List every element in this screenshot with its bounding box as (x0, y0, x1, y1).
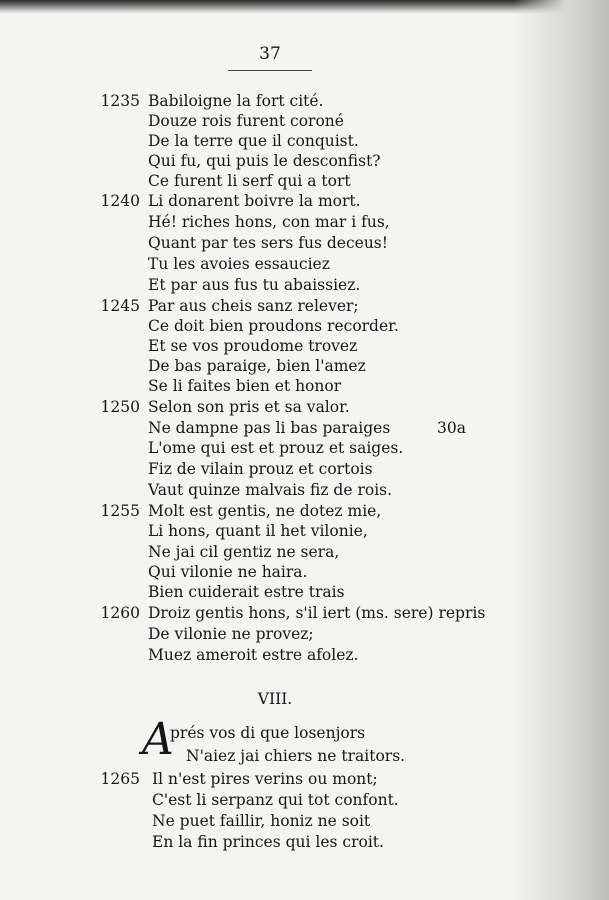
verse-line: Babiloigne la fort cité. (148, 92, 324, 110)
verse-line: Ce doit bien proudons recorder. (148, 317, 399, 335)
verse-line: N'aiez jai chiers ne traitors. (186, 747, 406, 765)
verse-line: Molt est gentis, ne dotez mie, (148, 502, 382, 520)
verse-line: Droiz gentis hons, s'il iert (ms. sere) repris (148, 604, 486, 622)
verse-line: Tu les avoies essauciez (148, 255, 330, 273)
verse-line: De la terre que il conquist. (148, 132, 359, 150)
verse-line: Et par aus fus tu abaissiez. (148, 276, 361, 294)
line-number: 1235 (100, 92, 140, 110)
verse-line: Li hons, quant il het vilonie, (148, 522, 368, 540)
section-heading: VIII. (257, 690, 293, 708)
line-number: 1260 (100, 604, 140, 622)
line-number: 1250 (100, 398, 140, 416)
verse-line: Et se vos proudome trovez (148, 337, 358, 355)
verse-line: De bas paraige, bien l'amez (148, 357, 366, 375)
verse-line: Muez ameroit estre afolez. (148, 646, 359, 664)
manuscript-folio-note: 30a (437, 419, 466, 437)
verse-line: En la fin princes qui les croit. (152, 833, 384, 851)
scan-shadow-right (513, 0, 609, 900)
verse-line: Vaut quinze malvais fiz de rois. (148, 481, 393, 499)
verse-line: L'ome qui est et prouz et saiges. (148, 439, 404, 457)
drop-cap-initial: A (142, 714, 174, 765)
page-number-rule (228, 70, 312, 71)
verse-line: C'est li serpanz qui tot confont. (152, 791, 399, 809)
verse-line: Li donarent boivre la mort. (148, 192, 361, 210)
line-number: 1265 (100, 770, 140, 788)
verse-line: Qui vilonie ne haira. (148, 563, 308, 581)
verse-line: Selon son pris et sa valor. (148, 398, 350, 416)
verse-line: Ne puet faillir, honiz ne soit (152, 812, 371, 830)
verse-line: De vilonie ne provez; (148, 625, 314, 643)
line-number: 1245 (100, 297, 140, 315)
verse-line: prés vos di que losenjors (170, 724, 366, 742)
verse-line: Hé! riches hons, con mar i fus, (148, 213, 390, 231)
verse-line: Douze rois furent coroné (148, 112, 344, 130)
verse-line: Ce furent li serf qui a tort (148, 172, 351, 190)
verse-line: Se li faites bien et honor (148, 377, 342, 395)
verse-line: Quant par tes sers fus deceus! (148, 234, 388, 252)
verse-line: Bien cuiderait estre trais (148, 583, 345, 601)
verse-line: Ne jai cil gentiz ne sera, (148, 543, 340, 561)
verse-line: Il n'est pires verins ou mont; (152, 770, 378, 788)
verse-line: Qui fu, qui puis le desconfist? (148, 152, 381, 170)
verse-line: Par aus cheis sanz relever; (148, 297, 359, 315)
verse-line: Ne dampne pas li bas paraiges (148, 419, 391, 437)
page-number: 37 (259, 44, 281, 64)
line-number: 1255 (100, 502, 140, 520)
line-number: 1240 (100, 192, 140, 210)
verse-line: Fiz de vilain prouz et cortois (148, 460, 373, 478)
